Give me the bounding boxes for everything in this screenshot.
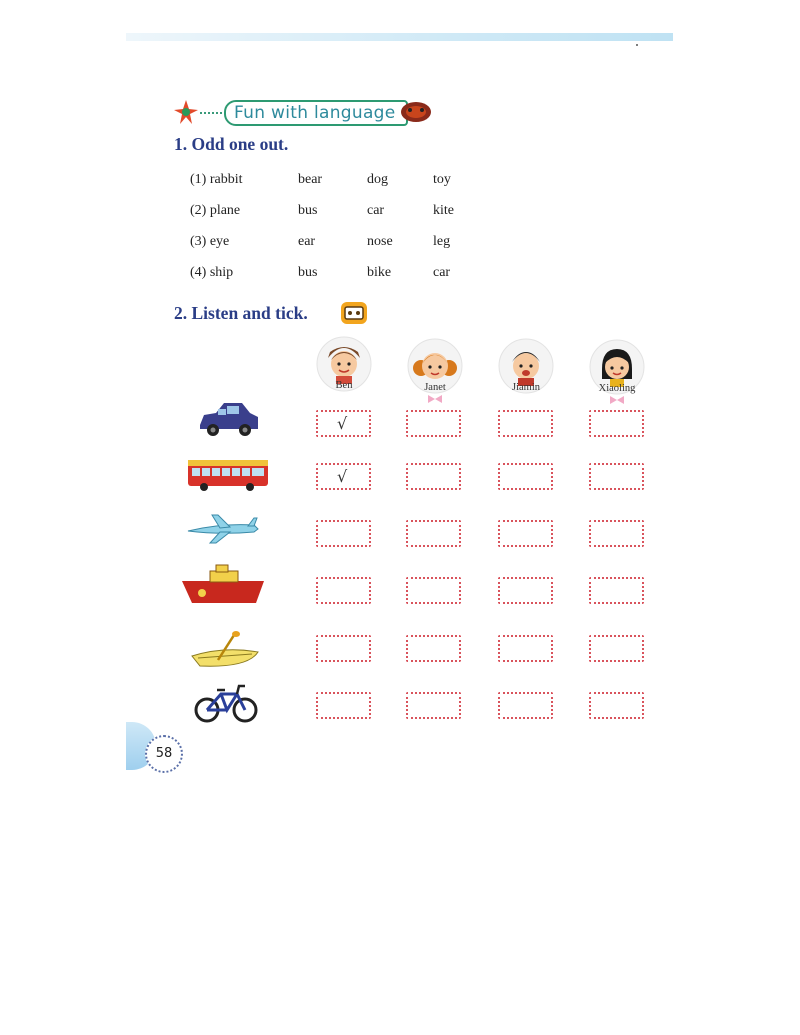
boat-icon bbox=[188, 630, 260, 670]
kid-ben bbox=[312, 336, 376, 406]
tick-box[interactable] bbox=[406, 692, 461, 719]
row-word: kite bbox=[433, 203, 454, 218]
ladybug-icon bbox=[398, 98, 434, 124]
row-word: (1) rabbit bbox=[190, 172, 243, 187]
bus-icon bbox=[186, 458, 270, 492]
kid-xiaoling bbox=[585, 339, 649, 409]
kid-name: Ben bbox=[335, 380, 353, 391]
section-header bbox=[172, 96, 442, 128]
tick-mark: √ bbox=[337, 414, 348, 433]
tick-box[interactable] bbox=[316, 692, 371, 719]
tick-box[interactable] bbox=[498, 410, 553, 437]
car-icon bbox=[196, 399, 262, 439]
tick-box[interactable] bbox=[589, 635, 644, 662]
kid-name: Xiaoling bbox=[598, 383, 636, 394]
kid-name: Jiamin bbox=[512, 382, 540, 393]
tick-box[interactable] bbox=[316, 520, 371, 547]
section-header-title: Fun with language bbox=[224, 100, 408, 126]
tick-box[interactable] bbox=[406, 635, 461, 662]
row-word: car bbox=[367, 203, 385, 218]
tick-box[interactable] bbox=[316, 635, 371, 662]
kid-jiamin bbox=[494, 338, 558, 408]
tick-box[interactable] bbox=[316, 577, 371, 604]
tick-box[interactable] bbox=[589, 692, 644, 719]
kid-janet bbox=[403, 338, 467, 408]
odd-one-out-title: 1. Odd one out. bbox=[174, 134, 289, 154]
row-word: (3) eye bbox=[190, 234, 230, 249]
tick-box[interactable] bbox=[316, 410, 371, 437]
tick-box[interactable] bbox=[589, 520, 644, 547]
cassette-tape-icon bbox=[340, 301, 368, 325]
tick-box[interactable] bbox=[406, 577, 461, 604]
row-word: dog bbox=[367, 172, 388, 187]
tick-box[interactable] bbox=[589, 577, 644, 604]
plane-icon bbox=[184, 513, 260, 545]
row-word: leg bbox=[433, 234, 451, 249]
tick-box[interactable] bbox=[406, 463, 461, 490]
ship-icon bbox=[180, 563, 266, 605]
pinwheel-icon bbox=[172, 98, 200, 126]
page-top-band bbox=[126, 33, 673, 41]
listen-and-tick-title: 2. Listen and tick. bbox=[174, 303, 308, 323]
page-number: 58 bbox=[145, 735, 183, 773]
tick-box[interactable] bbox=[316, 463, 371, 490]
tick-box[interactable] bbox=[406, 520, 461, 547]
row-word: (2) plane bbox=[190, 203, 241, 218]
header-dotted-line bbox=[200, 112, 222, 114]
speck bbox=[636, 44, 638, 46]
bike-icon bbox=[193, 684, 259, 724]
tick-box[interactable] bbox=[498, 463, 553, 490]
row-word: bear bbox=[298, 172, 323, 187]
tick-box[interactable] bbox=[589, 463, 644, 490]
tick-mark: √ bbox=[337, 467, 348, 486]
row-word: bus bbox=[298, 203, 318, 218]
kid-name: Janet bbox=[424, 382, 446, 393]
tick-box[interactable] bbox=[406, 410, 461, 437]
tick-box[interactable] bbox=[589, 410, 644, 437]
tick-box[interactable] bbox=[498, 635, 553, 662]
row-word: bike bbox=[367, 265, 392, 280]
row-word: bus bbox=[298, 265, 318, 280]
row-word: nose bbox=[367, 234, 393, 249]
bow-icon bbox=[427, 395, 443, 403]
row-word: toy bbox=[433, 172, 451, 187]
row-word: car bbox=[433, 265, 451, 280]
bow-icon bbox=[609, 396, 625, 404]
row-word: ear bbox=[298, 234, 316, 249]
row-word: (4) ship bbox=[190, 265, 234, 280]
tick-box[interactable] bbox=[498, 577, 553, 604]
tick-box[interactable] bbox=[498, 692, 553, 719]
tick-box[interactable] bbox=[498, 520, 553, 547]
